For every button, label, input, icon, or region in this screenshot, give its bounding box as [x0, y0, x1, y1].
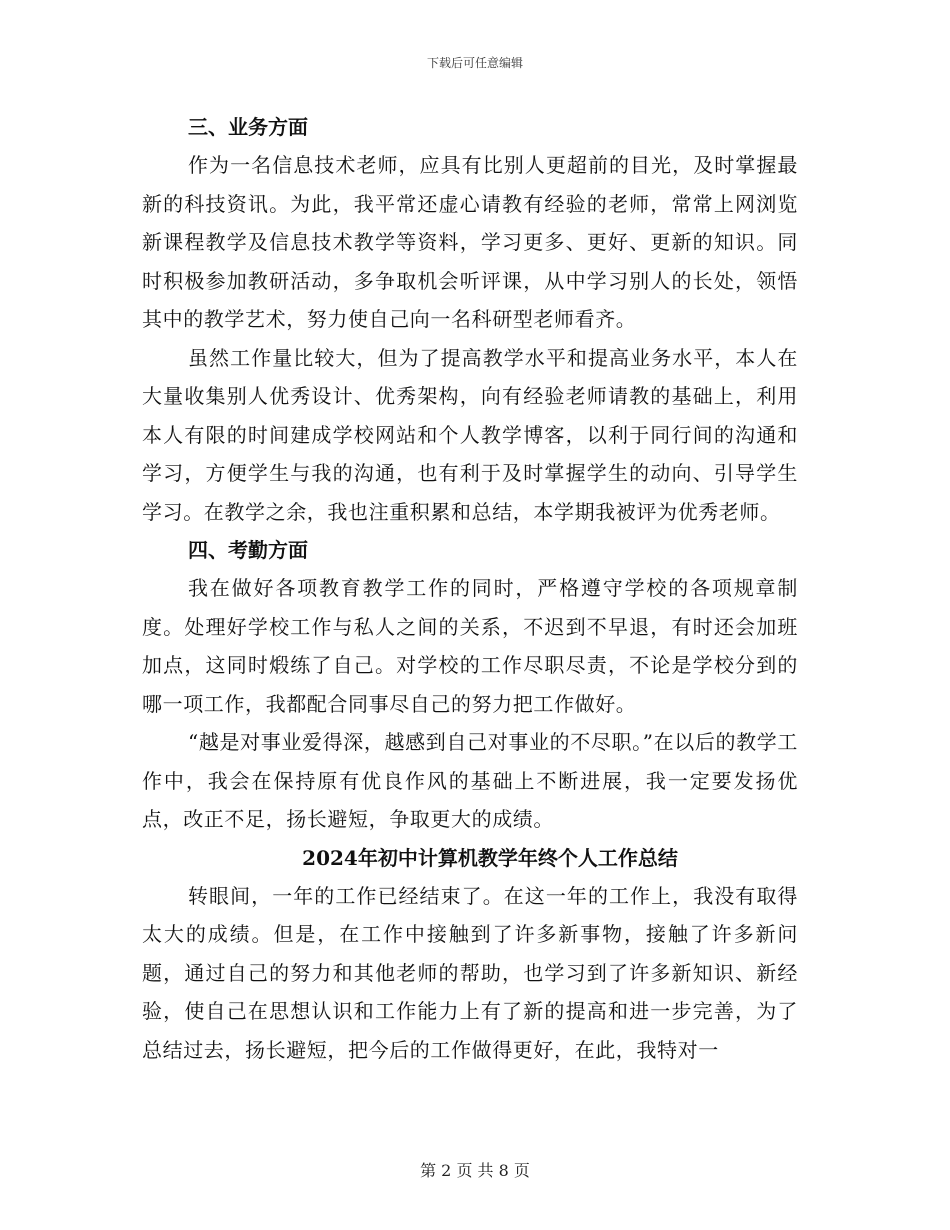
paragraph: 转眼间，一年的工作已经结束了。在这一年的工作上，我没有取得太大的成绩。但是，在工作中接触到了许多新事物，接触了许多新问题，通过自己的努力和其他老师的帮助，也学习到了许多新知识、新经验，使自己在思想认识和工作能力上有了新的提高和进一步完善，为了总结过去，扬长避短，把今后的工作做得更好，在此，我特对一	[142, 883, 798, 1062]
paragraph: 我在做好各项教育教学工作的同时，严格遵守学校的各项规章制度。处理好学校工作与私人之间的关系，不迟到不早退，有时还会加班加点，这同时煅练了自己。对学校的工作尽职尽责，不论是学校分到的哪一项工作，我都配合同事尽自己的努力把工作做好。	[142, 576, 798, 716]
paragraph: 作为一名信息技术老师，应具有比别人更超前的目光，及时掌握最新的科技资讯。为此，我平常还虚心请教有经验的老师，常常上网浏览新课程教学及信息技术教学等资料，学习更多、更好、更新的知识。同时积极参加教研活动，多争取机会听评课，从中学习别人的长处，领悟其中的教学艺术，努力使自己向一名科研型老师看齐。	[142, 153, 798, 331]
section-heading-business: 三、业务方面	[188, 115, 308, 139]
document-body	[142, 108, 798, 1069]
page-header: 下载后可任意编辑	[426, 56, 523, 70]
page-number: 第 2 页 共 8 页	[420, 1161, 530, 1180]
paragraph: 虽然工作量比较大，但为了提高教学水平和提高业务水平，本人在大量收集别人优秀设计、优秀架构，向有经验老师请教的基础上，利用本人有限的时间建成学校网站和个人教学博客，以利于同行间的沟通和学习，方便学生与我的沟通，也有利于及时掌握学生的动向、引导学生学习。在教学之余，我也注重积累和总结，本学期我被评为优秀老师。	[142, 345, 798, 524]
paragraph: “越是对事业爱得深，越感到自己对事业的不尽职。”在以后的教学工作中，我会在保持原有优良作风的基础上不断进展，我一定要发扬优点，改正不足，扬长避短，争取更大的成绩。	[142, 730, 798, 831]
section-heading-attendance: 四、考勤方面	[188, 538, 308, 562]
document-title: 2024年初中计算机教学年终个人工作总结	[302, 845, 678, 870]
